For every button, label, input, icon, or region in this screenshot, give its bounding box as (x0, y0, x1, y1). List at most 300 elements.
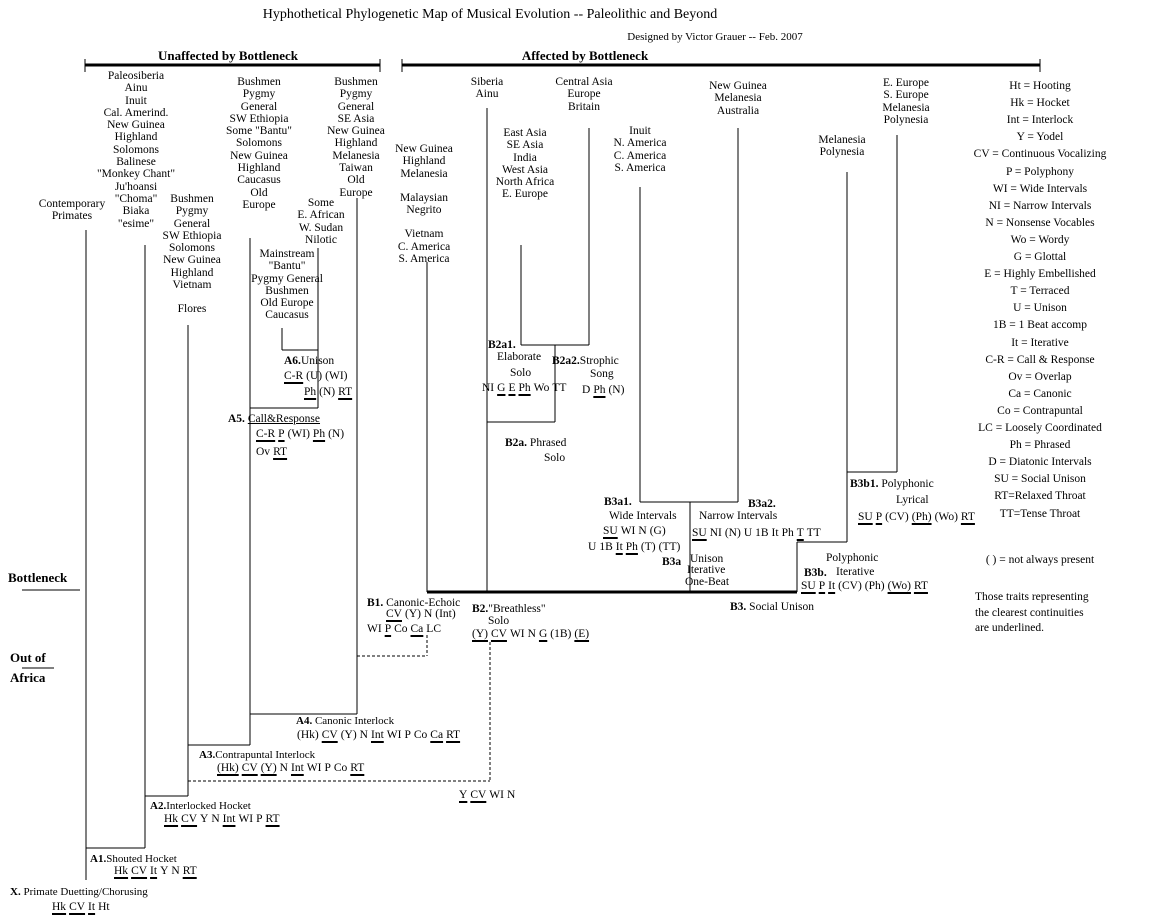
stack-line: Balinese (116, 156, 156, 169)
trait-y: Y (200, 813, 209, 825)
trait-wi: WI (367, 623, 382, 635)
node-B3a1-traits2 (588, 541, 683, 553)
trait-c-r: C-R (256, 428, 276, 440)
stack-line: Melanesia (400, 167, 448, 180)
node-B3b1-code: B3b1. (850, 478, 879, 490)
stack-line: S. America (398, 253, 450, 266)
group-g10 (555, 76, 612, 113)
trait-wo: Wo (533, 382, 550, 394)
node-B1-traits2 (367, 623, 444, 635)
legend-entry: NI = Narrow Intervals (988, 199, 1092, 212)
legend-note: ( ) = not always present (985, 554, 1095, 566)
node-B3b1-name: Polyphonic (881, 478, 934, 490)
stack-line: Highland (334, 137, 378, 150)
trait-ph: Ph (518, 382, 531, 394)
stack-line: Those traits representing (975, 591, 1089, 603)
stack-line: Biaka (122, 205, 150, 218)
trait-p: P (256, 813, 263, 825)
trait-ph: (Ph) (864, 580, 885, 592)
trait-cv: CV (386, 608, 402, 620)
trait-rt: RT (960, 511, 975, 523)
trait-rt: RT (273, 446, 288, 458)
trait-p: P (384, 623, 392, 635)
node-A5-traits1 (256, 428, 347, 440)
stack-line: Highland (402, 155, 446, 168)
node-YCV-traits (459, 789, 518, 801)
node-B3b1-traits (858, 511, 978, 523)
node-B3a-name3: One-Beat (685, 576, 730, 588)
trait-cv: CV (241, 762, 258, 774)
node-A5-traits2 (256, 446, 290, 458)
page-subtitle: Designed by Victor Grauer -- Feb. 2007 (627, 31, 803, 43)
node-A4-code: A4. (296, 715, 313, 727)
side-label-africa: Africa (10, 670, 46, 685)
node-A2-code: A2. (150, 800, 167, 812)
trait-n: N (423, 608, 433, 620)
node-B2a2-name2: Song (590, 368, 614, 380)
stack-line: Melanesia (332, 149, 380, 162)
node-B3a-name: Unison (690, 553, 724, 565)
node-B2a-code: B2a. (505, 437, 528, 449)
node-B3a1-name: Wide Intervals (609, 510, 677, 522)
trait-n: (N) (608, 384, 625, 396)
stack-line: New Guinea (163, 254, 221, 267)
stack-line: Europe (242, 198, 276, 211)
stack-line: North Africa (495, 176, 555, 189)
legend-entry: LC = Loosely Coordinated (978, 422, 1102, 434)
stack-line: W. Sudan (298, 221, 344, 234)
legend-entry: G = Glottal (1013, 251, 1067, 263)
trait-co: Co (394, 623, 408, 635)
stack-line: are underlined. (975, 622, 1044, 634)
stack-line: Bushmen (334, 76, 378, 88)
trait-wi: WI (509, 628, 525, 640)
stack-line: Ainu (475, 88, 499, 101)
stack-line: SE Asia (506, 139, 544, 152)
stack-line: New Guinea (230, 149, 288, 162)
node-A6-traits1 (284, 370, 350, 382)
node-A1-name: Shouted Hocket (106, 853, 177, 865)
trait-p: P (818, 580, 826, 592)
legend-entry: WI = Wide Intervals (992, 182, 1088, 195)
trait-y: Y (160, 865, 169, 877)
trait-1b: (1B) (550, 628, 572, 640)
footnote (975, 590, 1089, 637)
stack-line: Britain (568, 100, 600, 113)
node-A3-traits (217, 762, 367, 774)
trait-it: It (828, 580, 836, 592)
trait-hk: Hk (52, 901, 67, 913)
trait-wi: (WI) (325, 370, 348, 382)
stack-line: New Guinea (395, 143, 453, 155)
trait-tt: TT (552, 382, 567, 394)
trait-rt: RT (913, 580, 928, 592)
trait-1b: 1B (755, 527, 769, 539)
stack-line: "Bantu" (268, 260, 306, 273)
trait-t: T (796, 527, 804, 539)
node-B3a-code-text: B3a (662, 556, 682, 568)
stack-line: SW Ethiopia (229, 112, 289, 125)
node-B2-code: B2. (472, 603, 489, 615)
group-g8 (395, 143, 453, 265)
stack-line: Pygmy (339, 88, 373, 101)
stack-line: Central Asia (555, 76, 613, 88)
stack-line: Old (250, 186, 268, 199)
legend-entry: N = Nonsense Vocables (985, 216, 1095, 229)
node-A4-label (296, 715, 394, 727)
stack-line: Taiwan (339, 162, 373, 175)
legend-entry: It = Iterative (1011, 336, 1069, 349)
node-B2a1-name: Elaborate (497, 351, 542, 363)
trait-u: (U) (306, 370, 323, 382)
trait-cv: (CV) (838, 580, 862, 592)
trait-int: (Int) (435, 608, 456, 620)
stack-line: SW Ethiopia (162, 229, 222, 242)
node-A6-name: Unison (300, 355, 335, 367)
node-A5-code: A5. (228, 413, 245, 425)
node-B2-name: "Breathless" (488, 603, 546, 615)
trait-ph: (Ph) (911, 511, 932, 523)
side-label-out-of: Out of (10, 650, 46, 665)
trait-cv: CV (131, 865, 148, 877)
stack-line: N. America (613, 137, 667, 150)
trait-wo: (Wo) (887, 580, 911, 592)
stack-line: E. Europe (502, 188, 548, 201)
node-X-code: X. (10, 886, 21, 898)
stack-line: Ainu (124, 82, 148, 95)
node-B1-code: B1. (367, 597, 384, 609)
group-g11 (496, 127, 554, 201)
node-A5-label (228, 413, 320, 425)
stack-line: Caucasus (265, 309, 309, 322)
stack-line: Caucasus (237, 174, 281, 187)
trait-g: (G) (649, 525, 666, 537)
legend-entry: T = Terraced (1010, 285, 1070, 298)
stack-line: E. African (297, 209, 345, 222)
group-g12 (613, 125, 666, 174)
node-B2a1-code: B2a1. (488, 339, 516, 351)
trait-it: It (771, 527, 779, 539)
trait-int: Int (290, 762, 304, 774)
page-title: Hyphothetical Phylogenetic Map of Musical Evolution -- Paleolithic and Beyond (262, 7, 718, 22)
legend-entry: D = Diatonic Intervals (988, 456, 1092, 469)
node-B1-name: Canonic-Echoic (386, 597, 461, 609)
stack-line: Negrito (406, 204, 442, 217)
node-B3a-name2: Iterative (687, 564, 726, 576)
group-g2 (39, 198, 105, 223)
node-X-name: Primate Duetting/Chorusing (23, 886, 148, 898)
trait-wi: WI (306, 762, 322, 774)
node-B3b1-name2: Lyrical (896, 494, 929, 506)
stack-line: India (513, 151, 537, 164)
node-B2a1-label (488, 339, 516, 351)
legend-entry: Int = Interlock (1006, 114, 1074, 127)
node-A3-label (199, 749, 315, 761)
stack-line: SE Asia (337, 112, 375, 125)
node-B3a2-code: B3a2. (748, 498, 776, 510)
trait-su: SU (692, 527, 707, 539)
trait-t: (T) (640, 541, 656, 553)
section-affected: Affected by Bottleneck (521, 48, 649, 63)
stack-line: Some (307, 197, 335, 209)
trait-c-r: C-R (284, 370, 304, 382)
node-B3b-name2: Iterative (836, 566, 875, 578)
group-g14 (882, 77, 929, 126)
trait-ph: Ph (304, 386, 317, 398)
group-g9 (471, 76, 504, 101)
legend-entry: RT=Relaxed Throat (994, 490, 1086, 503)
stack-line: Europe (339, 186, 373, 199)
legend-entry: Ov = Overlap (1008, 370, 1072, 383)
stack-line: General (173, 217, 211, 230)
legend-entry: Hk = Hocket (1010, 97, 1070, 110)
stack-line: Pygmy (242, 88, 276, 101)
trait-su: SU (858, 511, 873, 523)
node-B3a-code (662, 556, 681, 568)
trait-rt: RT (338, 386, 353, 398)
stack-line: E. Europe (883, 77, 929, 89)
node-B3b1-label (850, 478, 934, 490)
node-B2a1-name2: Solo (510, 367, 532, 379)
node-A6-code: A6. (284, 355, 301, 367)
stack-line (163, 291, 222, 303)
trait-wo: (Wo) (934, 511, 958, 523)
legend-entry: Y = Yodel (1016, 131, 1064, 144)
stack-line: Highland (170, 266, 214, 279)
stack-line: Malaysian (400, 191, 448, 204)
node-A2-traits (164, 813, 283, 825)
node-B3a1-traits1 (603, 525, 669, 537)
group-g6 (297, 197, 344, 246)
trait-ph: Ph (625, 541, 638, 553)
trait-hk: (Hk) (297, 729, 319, 741)
stack-line: New Guinea (107, 119, 165, 132)
node-B2a-name2: Solo (544, 452, 566, 464)
trait-ca: Ca (410, 623, 424, 635)
trait-p: P (875, 511, 883, 523)
stack-line: Contemporary (38, 198, 106, 210)
legend-entry: P = Polyphony (1005, 165, 1075, 178)
trait-cv: CV (321, 729, 338, 741)
stack-line: Inuit (125, 94, 147, 107)
trait-rt: RT (182, 865, 197, 877)
trait-n: N (211, 813, 220, 825)
stack-line: Flores (177, 303, 207, 316)
side-label-bottleneck: Bottleneck (8, 570, 68, 585)
trait-ph: Ph (593, 384, 606, 396)
trait-u: U (588, 541, 597, 553)
node-B2a-label (505, 437, 566, 449)
stack-line (395, 216, 453, 228)
trait-n: (N) (319, 386, 336, 398)
node-B3b-label (804, 567, 827, 579)
trait-int: Int (370, 729, 384, 741)
stack-line: Bushmen (237, 76, 281, 88)
node-B3-label (730, 601, 814, 613)
trait-wi: WI (489, 789, 504, 801)
stack-line: Nilotic (305, 233, 337, 246)
node-B3a2-label (748, 498, 776, 510)
group-g5 (163, 193, 222, 316)
stack-line: Bushmen (170, 193, 214, 205)
stack-line: Melanesia (818, 134, 866, 146)
node-B3a1-code: B3a1. (604, 496, 632, 508)
trait-it: It (88, 901, 96, 913)
node-A2-label (150, 800, 251, 812)
node-B2a2-name: Strophic (579, 355, 619, 367)
stack-line: New Guinea (327, 125, 385, 138)
stack-line: Siberia (470, 76, 504, 88)
legend-entry: C-R = Call & Response (985, 353, 1095, 366)
trait-rt: RT (265, 813, 280, 825)
trait-n: (N) (328, 428, 345, 440)
trait-su: SU (603, 525, 618, 537)
node-X-label (10, 886, 148, 898)
stack-line: East Asia (503, 127, 547, 139)
stack-line: Solomons (235, 137, 282, 150)
trait-hk: Hk (114, 865, 129, 877)
trait-wi: WI (238, 813, 254, 825)
stack-line: Vietnam (172, 279, 212, 292)
group-g3 (226, 76, 292, 211)
node-B2a2-traits (582, 384, 627, 396)
trait-hk: Hk (164, 813, 179, 825)
node-A3-code: A3. (199, 749, 216, 761)
legend-entry: Ph = Phrased (1009, 439, 1071, 452)
group-g4 (327, 76, 385, 199)
node-B2-label (472, 603, 546, 615)
node-A1-label (90, 853, 177, 865)
trait-it: It (615, 541, 623, 553)
legend-entry: 1B = 1 Beat accomp (993, 319, 1087, 332)
node-B2a2-label (552, 355, 619, 367)
stack-line: Bushmen (265, 284, 309, 297)
node-B3a2-name0: Narrow Intervals (699, 510, 778, 522)
node-A4-traits (297, 729, 463, 741)
trait-cv: CV (181, 813, 198, 825)
node-B1-traits1 (386, 608, 459, 620)
trait-y: (Y) (260, 762, 277, 774)
node-A6-traits2 (304, 386, 355, 398)
trait-y: (Y) (472, 628, 488, 640)
stack-line: Cal. Amerind. (103, 106, 169, 119)
node-B2a2-code: B2a2. (552, 355, 580, 367)
trait-wi: WI (620, 525, 636, 537)
node-A4-name: Canonic Interlock (314, 715, 395, 727)
legend-entry: Wo = Wordy (1010, 233, 1070, 246)
trait-it: It (150, 865, 158, 877)
trait-p: P (278, 428, 285, 440)
stack-line: Old (347, 174, 365, 187)
trait-n: N (638, 525, 647, 537)
node-B3b-code: B3b. (804, 567, 827, 579)
stack-line: S. America (614, 161, 666, 174)
node-B3a2-traits (692, 527, 824, 539)
legend-entry: Ht = Hooting (1009, 80, 1071, 92)
stack-line: Highland (114, 131, 158, 144)
trait-y: (Y) (404, 608, 421, 620)
trait-u: U (743, 527, 753, 539)
trait-tt: (TT) (658, 541, 681, 553)
trait-n: N (359, 729, 368, 741)
trait-int: Int (222, 813, 236, 825)
stack-line: Ju'hoansi (114, 180, 158, 193)
trait-ph: Ph (312, 428, 326, 440)
stack-line: Solomons (112, 143, 160, 156)
stack-line: Melanesia (882, 101, 930, 114)
stack-line: "Choma" (114, 192, 158, 205)
trait-ov: Ov (256, 446, 271, 458)
trait-d: D (582, 384, 591, 396)
stack-line: Old Europe (260, 297, 314, 310)
trait-n: (N) (724, 527, 741, 539)
trait-cv: CV (470, 789, 487, 801)
stack-line: Mainstream (259, 248, 315, 260)
stack-line: C. America (613, 149, 667, 162)
node-B2a-name: Phrased (529, 437, 567, 449)
node-A5-name: Call&Response (247, 413, 321, 425)
trait-e: (E) (574, 628, 590, 640)
trait-cv: CV (69, 901, 86, 913)
group-g15 (818, 134, 865, 159)
node-B2-traits (472, 628, 592, 640)
legend-entry: TT=Tense Throat (999, 507, 1081, 520)
trait-ni: NI (482, 382, 495, 394)
trait-e: E (508, 382, 516, 394)
trait-p: P (404, 729, 411, 741)
trait-su: SU (801, 580, 816, 592)
trait-n: N (506, 789, 516, 801)
trait-n: N (527, 628, 536, 640)
stack-line: "Monkey Chant" (96, 168, 176, 181)
node-B3-code: B3. (730, 601, 747, 613)
stack-line: Inuit (629, 125, 651, 137)
trait-1b: 1B (599, 541, 613, 553)
stack-line: West Asia (501, 163, 549, 176)
node-A2-name: Interlocked Hocket (166, 800, 251, 812)
stack-line: New Guinea (709, 80, 767, 92)
stack-line: Primates (51, 210, 93, 223)
trait-hk: (Hk) (217, 762, 239, 774)
node-B3a1-label (604, 496, 632, 508)
stack-line: Pygmy General (251, 272, 323, 285)
trait-ca: Ca (430, 729, 444, 741)
node-A6-label (284, 355, 334, 367)
node-A3-name: Contrapuntal Interlock (215, 749, 316, 761)
node-B2a1-traits (482, 382, 569, 394)
trait-cv: (CV) (885, 511, 909, 523)
trait-n: N (171, 865, 180, 877)
trait-p: P (324, 762, 331, 774)
group-g7 (251, 248, 323, 322)
trait-tt: TT (806, 527, 821, 539)
stack-line (395, 180, 453, 192)
stack-line: Solomons (168, 242, 216, 255)
trait-y: (Y) (340, 729, 357, 741)
stack-line: Vietnam (404, 228, 444, 241)
legend-entry: SU = Social Unison (994, 473, 1086, 486)
trait-y: Y (459, 789, 468, 801)
stack-line: S. Europe (883, 89, 929, 102)
stack-line: Europe (567, 88, 601, 101)
node-X-traits (52, 901, 113, 913)
legend-entry: E = Highly Embellished (984, 268, 1096, 281)
trait-g: G (538, 628, 548, 640)
trait-ni: NI (709, 527, 722, 539)
stack-line: Polynesia (883, 113, 929, 126)
trait-n: N (279, 762, 288, 774)
stack-line: Paleosiberia (107, 70, 165, 82)
